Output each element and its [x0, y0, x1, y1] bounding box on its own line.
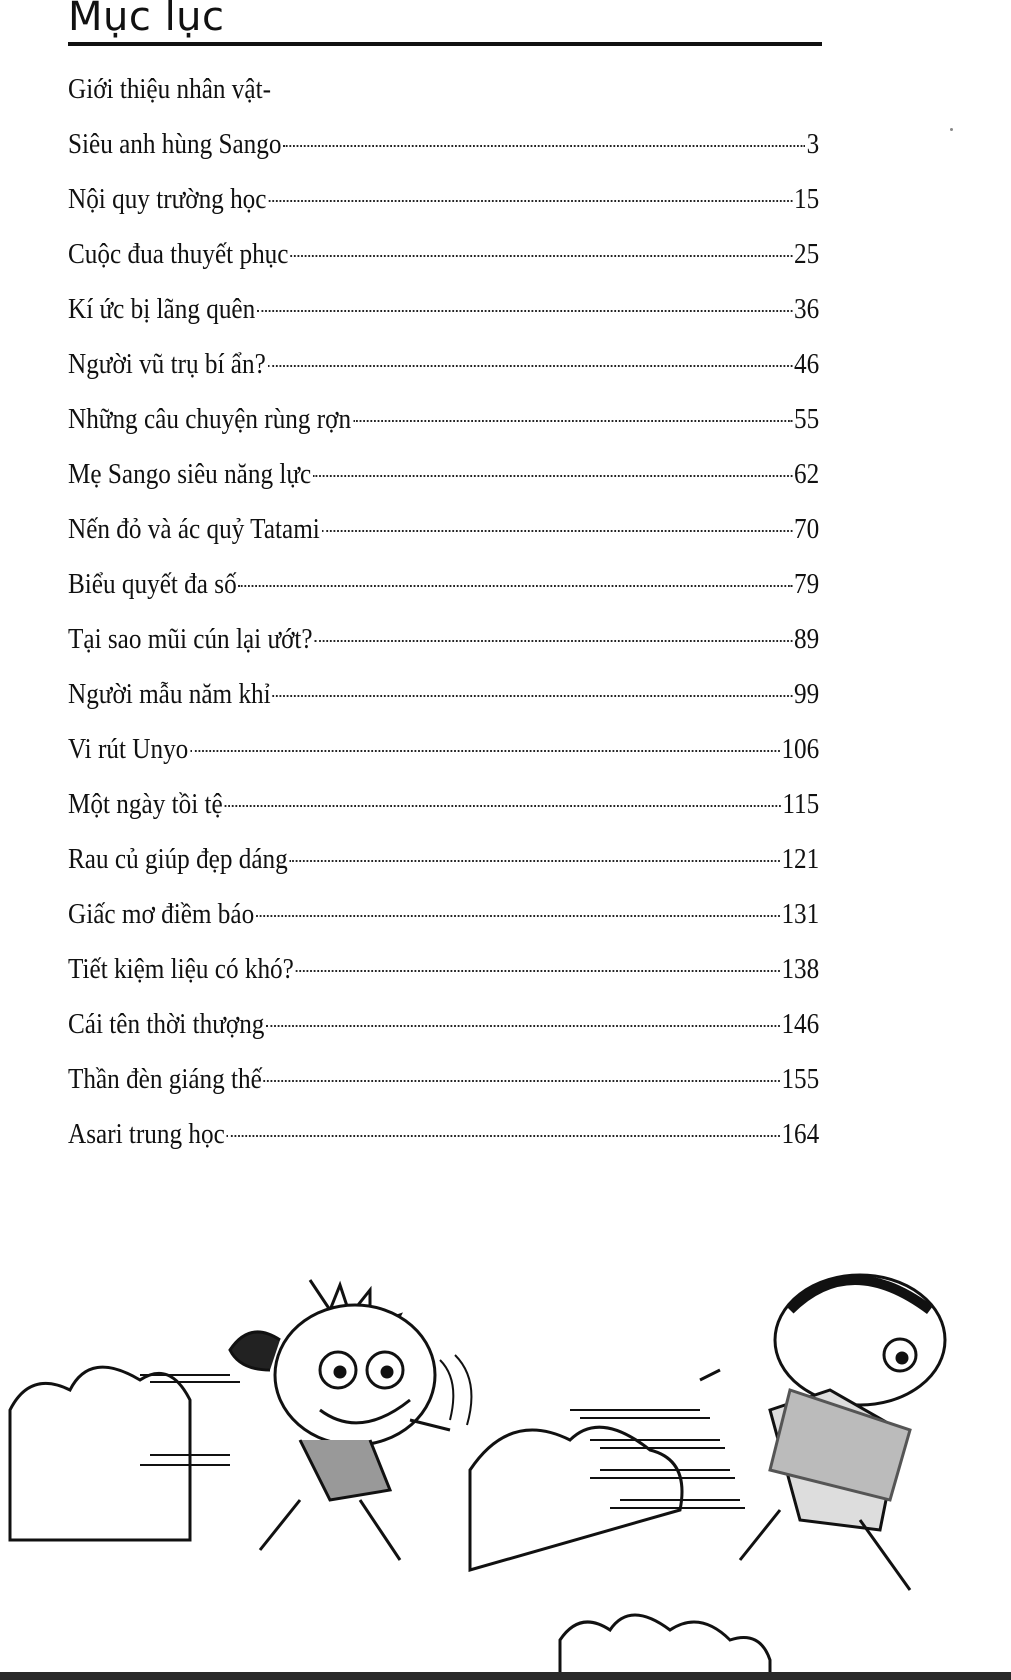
toc-entry-page: 138 — [781, 954, 820, 985]
toc-entry-title: Giấc mơ điềm báo — [68, 899, 255, 930]
toc-entry-title: Người mẫu năm khỉ — [68, 679, 271, 710]
toc-entry[interactable] — [68, 447, 819, 502]
toc-leader-dots — [238, 584, 792, 587]
toc-entry[interactable] — [68, 227, 819, 282]
toc-entry-title: Nến đỏ và ác quỷ Tatami — [68, 514, 320, 545]
toc-entry[interactable] — [68, 1052, 819, 1107]
toc-leader-dots — [190, 749, 780, 752]
toc-entry-page: 70 — [794, 514, 820, 545]
toc-entry[interactable] — [68, 997, 819, 1052]
toc-leader-dots — [283, 144, 805, 147]
toc-entry-title: Asari trung học — [68, 1119, 225, 1150]
toc-leader-dots — [264, 1079, 780, 1082]
toc-entry-title: Những câu chuyện rùng rợn — [68, 404, 352, 435]
toc-leader-dots — [268, 199, 792, 202]
toc-leader-dots — [290, 254, 792, 257]
toc-entry-page: 146 — [781, 1009, 820, 1040]
toc-leader-dots — [224, 804, 780, 807]
toc-entry-page: 121 — [781, 844, 820, 875]
toc-entry-title: Tiết kiệm liệu có khó? — [68, 954, 294, 985]
toc-entry-title: Cái tên thời thượng — [68, 1009, 265, 1040]
toc-entry-title: Siêu anh hùng Sango — [68, 129, 282, 160]
toc-leader-dots — [322, 529, 793, 532]
toc-leader-dots — [227, 1134, 780, 1137]
page-title: Mục lục — [68, 0, 225, 40]
toc-entry-page: 106 — [781, 734, 820, 765]
cloud-left-icon — [10, 1367, 190, 1540]
toc-entry-page: 25 — [794, 239, 820, 270]
toc-entry[interactable] — [68, 612, 819, 667]
toc-leader-dots — [314, 639, 792, 642]
toc-leader-dots — [256, 914, 780, 917]
toc-leader-dots — [272, 694, 792, 697]
toc-intro: Giới thiệu nhân vật- — [68, 74, 271, 105]
toc-entry-title: Người vũ trụ bí ẩn? — [68, 349, 266, 380]
toc-entry[interactable] — [68, 337, 819, 392]
toc-entry-title: Rau củ giúp đẹp dáng — [68, 844, 288, 875]
manga-illustration — [0, 1270, 1011, 1680]
toc-entry[interactable] — [68, 502, 819, 557]
toc-entry-page: 62 — [794, 459, 820, 490]
toc-leader-dots — [296, 969, 780, 972]
toc-entry-title: Biểu quyết đa số — [68, 569, 237, 600]
toc-entry[interactable] — [68, 557, 819, 612]
toc-entry-page: 46 — [794, 349, 820, 380]
toc-leader-dots — [268, 364, 793, 367]
toc-entry-page: 155 — [781, 1064, 820, 1095]
toc-entry[interactable] — [68, 117, 819, 172]
bottom-edge — [0, 1672, 1011, 1680]
toc-entry[interactable] — [68, 832, 819, 887]
toc-entry-page: 131 — [781, 899, 820, 930]
toc-entry[interactable] — [68, 1107, 819, 1162]
toc-entry[interactable] — [68, 942, 819, 997]
toc-entry-page: 89 — [794, 624, 820, 655]
boy-character-icon — [700, 1275, 945, 1590]
toc-entries — [68, 117, 820, 1162]
toc-entry[interactable] — [68, 887, 819, 942]
toc-leader-dots — [353, 419, 792, 422]
toc-entry-page: 55 — [794, 404, 820, 435]
toc-entry[interactable] — [68, 282, 819, 337]
toc-entry-page: 3 — [806, 129, 820, 160]
toc-entry-title: Vi rút Unyo — [68, 734, 189, 765]
toc-entry-page: 15 — [794, 184, 820, 215]
toc-leader-dots — [257, 309, 792, 312]
toc-entry[interactable] — [68, 667, 819, 722]
toc-entry-page: 164 — [781, 1119, 820, 1150]
toc-leader-dots — [313, 474, 792, 477]
toc-entry-title: Cuộc đua thuyết phục — [68, 239, 289, 270]
toc-entry[interactable] — [68, 777, 819, 832]
toc-entry-page: 36 — [794, 294, 820, 325]
toc-entry-title: Tại sao mũi cún lại ướt? — [68, 624, 313, 655]
toc-entry-page: 115 — [782, 789, 820, 820]
toc-leader-dots — [290, 859, 780, 862]
toc-entry-title: Kí ức bị lãng quên — [68, 294, 256, 325]
cloud-bottom-icon — [560, 1615, 770, 1680]
title-underline — [68, 42, 822, 46]
table-of-contents — [68, 62, 820, 1162]
toc-entry-title: Nội quy trường học — [68, 184, 267, 215]
toc-entry[interactable] — [68, 172, 819, 227]
girl-character-icon — [230, 1280, 471, 1560]
toc-entry-page: 79 — [794, 569, 820, 600]
toc-entry[interactable] — [68, 722, 819, 777]
toc-entry-title: Thần đèn giáng thế — [68, 1064, 262, 1095]
toc-leader-dots — [266, 1024, 779, 1027]
toc-entry-title: Mẹ Sango siêu năng lực — [68, 459, 312, 490]
toc-intro-line — [68, 62, 819, 117]
toc-entry-page: 99 — [794, 679, 820, 710]
toc-entry-title: Một ngày tồi tệ — [68, 789, 223, 820]
scan-speck — [950, 128, 953, 131]
toc-entry[interactable] — [68, 392, 819, 447]
